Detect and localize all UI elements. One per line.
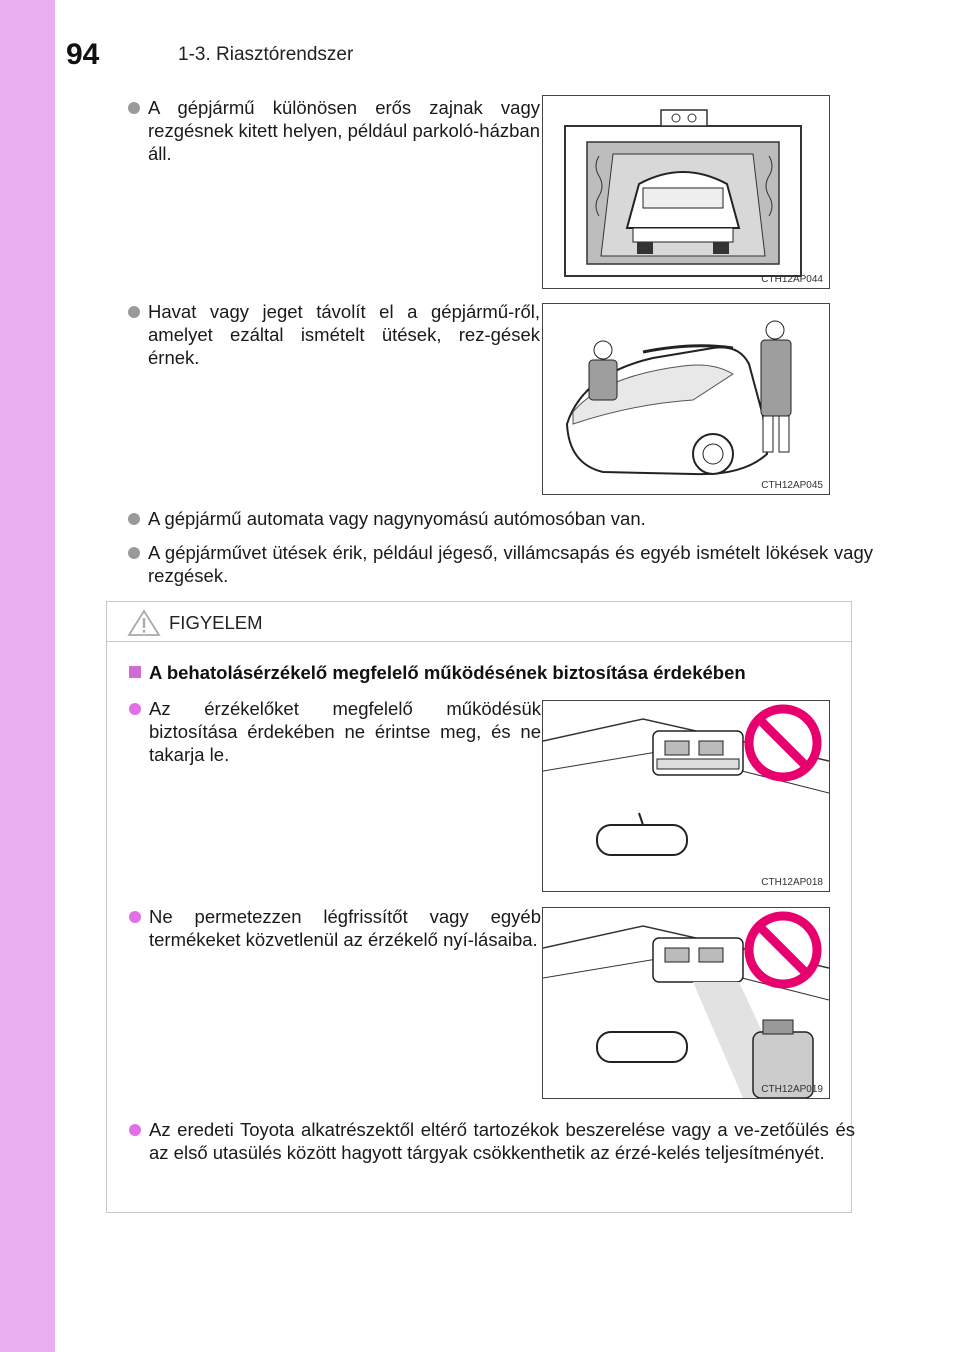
warning-item-text: Az eredeti Toyota alkatrészektől eltérő tartozékok beszerelése vagy a ve-zetőülés és az első utasülés között hagyott tárgyak csökkenthetik az érzé-kelés teljesítményét. [149,1119,855,1163]
list-item [128,300,540,369]
warning-item-text: Ne permetezzen légfrissítőt vagy egyéb termékeket közvetlenül az érzékelő nyí-lásaiba. [149,906,541,950]
bullet-icon [128,102,140,114]
figure-code: CTH12AP019 [761,1084,823,1095]
list-item-text: A gépjárművet ütések érik, például jégeső, villámcsapás és egyéb ismételt lökések vagy rezgések. [148,542,873,586]
list-item-text: A gépjármű automata vagy nagynyomású autómosóban van. [148,508,646,529]
parking-garage-illustration [543,96,829,288]
spray-illustration [543,908,829,1098]
warning-item-text: Az érzékelőket megfelelő működésük biztosítása érdekében ne érintse meg, és ne takarja le. [149,698,541,765]
figure-parking-garage [542,95,830,289]
list-item-text: Havat vagy jeget távolít el a gépjármű-ről, amelyet ezáltal ismételt ütések, rez-gések érnek. [148,301,540,368]
page-number: 94 [66,38,100,71]
list-item [128,507,873,530]
warning-header [107,602,851,642]
bullet-icon [129,911,141,923]
warning-item [129,697,541,766]
figure-sensor-no-spray [542,907,830,1099]
warning-label: FIGYELEM [169,612,263,633]
warning-subheading-text: A behatolásérzékelő megfelelő működésének biztosítása érdekében [149,662,746,683]
warning-triangle-icon [127,609,161,637]
bullet-icon [129,1124,141,1136]
section-title: 1-3. Riasztórendszer [178,44,354,65]
figure-code: CTH12AP044 [761,274,823,285]
bullet-icon [128,306,140,318]
figure-code: CTH12AP045 [761,480,823,491]
list-item [128,541,873,587]
figure-sensor-no-touch [542,700,830,892]
figure-snow-removal [542,303,830,495]
warning-box [106,601,855,1213]
figure-code: CTH12AP018 [761,877,823,888]
bullet-icon [129,703,141,715]
warning-item [129,905,541,951]
chapter-side-tab [0,0,55,1352]
bullet-icon [128,513,140,525]
warning-item [129,1118,855,1164]
sensor-illustration [543,701,829,891]
warning-subheading [129,662,746,684]
square-bullet-icon [129,666,141,678]
bullet-icon [128,547,140,559]
snow-removal-illustration [543,304,829,494]
list-item-text: A gépjármű különösen erős zajnak vagy rezgésnek kitett helyen, például parkoló-házban áll. [148,97,540,164]
list-item [128,96,540,165]
